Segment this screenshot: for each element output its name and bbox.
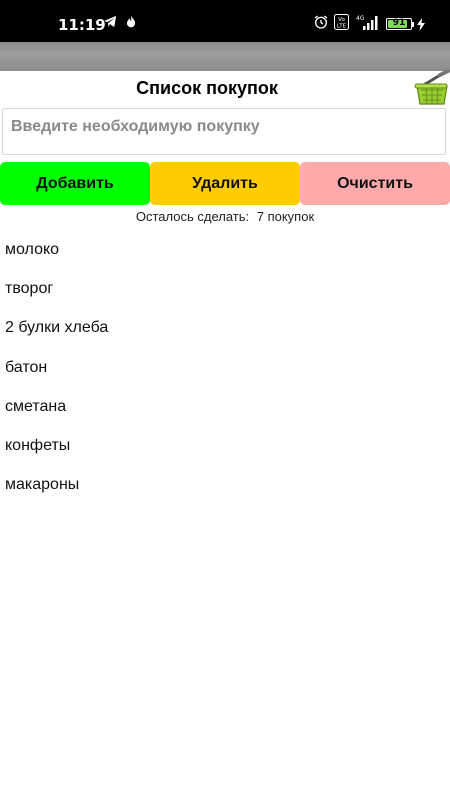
list-item[interactable]: макароны xyxy=(5,476,80,494)
battery-level: 91 xyxy=(392,18,406,28)
clear-button[interactable]: Очистить xyxy=(300,162,450,205)
status-bar xyxy=(0,0,450,42)
remaining-counter xyxy=(0,209,450,224)
network-label: 4G xyxy=(356,15,365,22)
charging-icon xyxy=(417,18,425,31)
purchase-input[interactable] xyxy=(11,115,431,139)
shopping-basket-icon xyxy=(412,70,450,108)
flame-icon xyxy=(124,14,138,29)
signal-4g-icon xyxy=(354,14,380,31)
page-title: Список покупок xyxy=(136,78,278,98)
alarm-icon xyxy=(313,14,329,30)
purchase-input-container xyxy=(2,108,446,155)
battery-tip xyxy=(412,22,414,27)
add-button[interactable]: Добавить xyxy=(0,162,150,205)
remaining-label: Осталось сделать: xyxy=(135,209,250,224)
list-item[interactable]: творог xyxy=(5,280,54,298)
list-item[interactable]: конфеты xyxy=(5,436,71,454)
svg-text:Vo: Vo xyxy=(338,17,345,23)
list-item[interactable]: 2 булки хлеба xyxy=(5,319,109,337)
list-item[interactable]: молоко xyxy=(5,241,60,258)
shopping-list xyxy=(0,236,450,510)
remaining-count: 7 покупок xyxy=(256,209,315,224)
telegram-icon xyxy=(103,14,118,29)
action-bar xyxy=(0,42,450,71)
svg-text:LTE: LTE xyxy=(336,23,347,30)
list-item[interactable]: батон xyxy=(5,358,48,376)
delete-button[interactable]: Удалить xyxy=(150,162,300,205)
battery-icon xyxy=(386,18,412,30)
list-item[interactable]: сметана xyxy=(5,397,67,415)
volte-icon xyxy=(334,14,349,30)
status-time: 11:19 xyxy=(58,16,106,34)
